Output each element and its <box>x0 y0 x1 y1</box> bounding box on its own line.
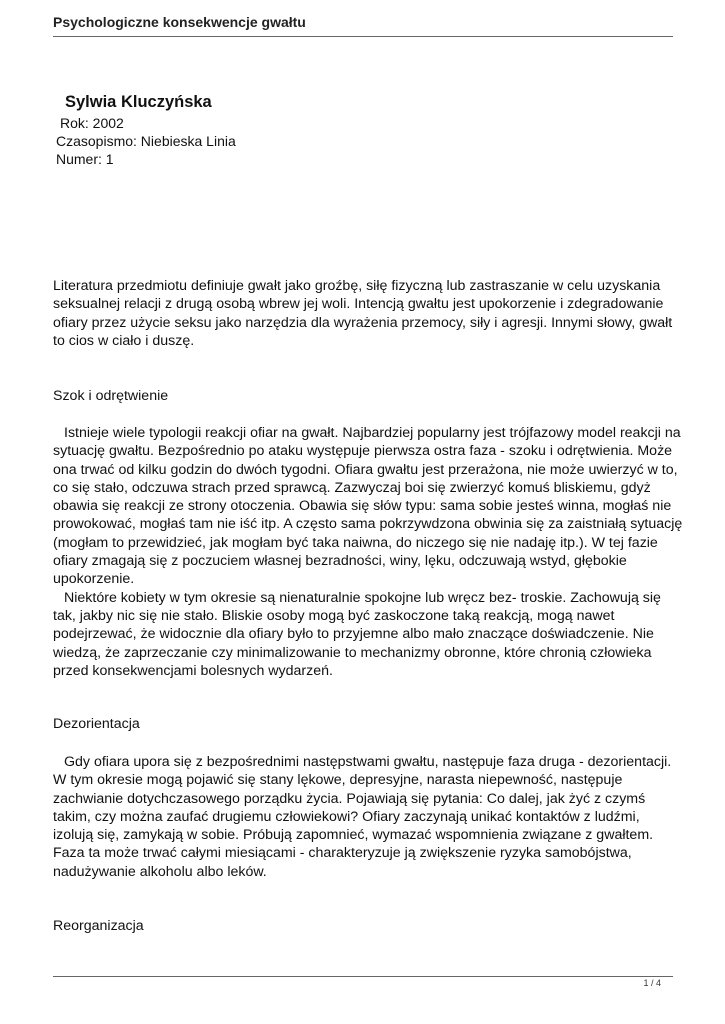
section-heading-disorientation: Dezorientacja <box>53 716 140 732</box>
article-journal: Czasopismo: Niebieska Linia <box>56 133 236 149</box>
paragraph: Gdy ofiara upora się z bezpośrednimi następstwami gwałtu, następuje faza druga - dezorientacji. W tym okresie mogą pojawić się stany lękowe, depresyjne, narasta niepewność, następuje zachwianie dotychczasowego porządku życia. Pojawiają się pytania: Co dalej, jak żyć z czymś takim, czy można zaufać drugiemu człowiekowi? Ofiary zaczynają unikać kontaktów z ludźmi, izolują się, zamykają w sobie. Próbują zapomnieć, wymazać wspomnienia związane z gwałtem. Faza ta może trwać całymi miesiącami - charakteryzuje ją zwiększenie ryzyka samobójstwa, nadużywanie alkoholu albo leków. <box>53 754 672 880</box>
section-heading-shock: Szok i odrętwienie <box>53 388 169 404</box>
header-rule <box>53 36 673 37</box>
article-year: Rok: 2002 <box>60 115 124 131</box>
section-body-disorientation <box>53 753 683 881</box>
intro-paragraph: Literatura przedmiotu definiuje gwałt jako groźbę, siłę fizyczną lub zastraszanie w celu uzyskania seksualnej relacji z drugą osobą wbrew jej woli. Intencją gwałtu jest upokorzenie i zdegradowanie ofiary przez użycie seksu jako narzędzia dla wyrażenia przemocy, siły i agresji. Innymi słowy, gwałt to cios w ciało i duszę. <box>53 278 673 349</box>
article-author: Sylwia Kluczyńska <box>65 93 212 111</box>
page-number: 1 / 4 <box>643 978 661 988</box>
paragraph: Istnieje wiele typologii reakcji ofiar na gwałt. Najbardziej popularny jest trójfazowy model reakcji na sytuację gwałtu. Bezpośrednio po ataku występuje pierwsza ostra faza - szoku i odrętwienia. Może ona trwać od kilku godzin do dwóch tygodni. Ofiara gwałtu jest przerażona, nie może uwierzyć w to, co się stało, odczuwa strach przed sprawcą. Zazwyczaj boi się zwierzyć komuś bliskiemu, gdyż obawia się reakcji ze strony otoczenia. Obawia się słów typu: sama sobie jesteś winna, mogłaś nie prowokować, mogłaś tam nie iść itp. A często sama pokrzywdzona obwinia się za zaistniałą sytuację (mogłam to przewidzieć, jak mogłam być taka naiwna, do niczego się nie nadaję itp.). W tej fazie ofiary zmagają się z poczuciem własnej bezradności, winy, lęku, odczuwają wstyd, głębokie upokorzenie. <box>53 425 683 588</box>
paragraph: Niektóre kobiety w tym okresie są nienaturalnie spokojne lub wręcz bez- troskie. Zachowują się tak, jakby nic się nie stało. Bliskie osoby mogą być zaskoczone taką reakcją, mogą nawet podejrzewać, że widocznie dla ofiary było to przyjemne albo mało znaczące doświadczenie. Nie wiedzą, że zaprzeczanie czy minimalizowanie to mechanizmy obronne, które chronią człowieka przed konsekwencjami bolesnych wydarzeń. <box>53 589 661 679</box>
section-heading-reorganization: Reorganizacja <box>53 918 144 934</box>
page-header-title: Psychologiczne konsekwencje gwałtu <box>53 14 306 30</box>
footer-rule <box>53 976 673 977</box>
section-body-shock <box>53 424 683 680</box>
article-issue: Numer: 1 <box>56 151 114 167</box>
